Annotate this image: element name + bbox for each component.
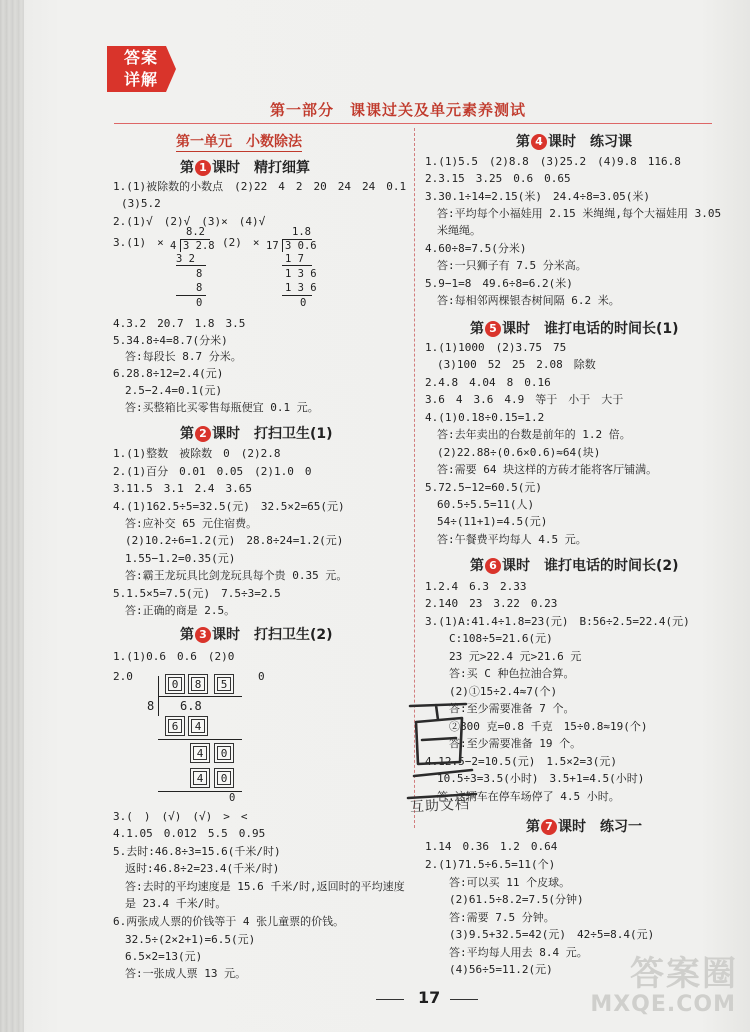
answer-line: 答:一只狮子有 7.5 分米高。 — [437, 259, 587, 272]
div-quotient: 8.2 — [186, 226, 205, 238]
handwriting-text: 互助文档 — [409, 796, 471, 816]
lesson-prefix: 第 — [180, 627, 194, 643]
lesson-number-badge: 3 — [195, 627, 211, 643]
answer-line: 答:去年卖出的台数是前年的 1.2 倍。 — [437, 428, 631, 441]
answer-line: 1.55−1.2=0.35(元) — [125, 552, 236, 565]
answer-line: (3)5.2 — [121, 197, 161, 210]
div-line — [158, 739, 242, 740]
digit: 4 — [191, 719, 205, 733]
digit-box — [190, 743, 210, 763]
lesson-number-badge: 7 — [541, 819, 557, 835]
div-line — [176, 265, 206, 266]
div-remainder: 0 — [300, 297, 307, 309]
answer-badge — [104, 44, 178, 94]
page-number-dash — [450, 999, 478, 1000]
div-step: 1 3 6 — [285, 268, 317, 280]
answer-line: 5.1.5×5=7.5(元) 7.5÷3=2.5 — [113, 587, 281, 600]
answer-line: 答:至少需要准备 19 个。 — [449, 737, 582, 750]
answer-line: 1.(1)被除数的小数点 (2)22 4 2 20 24 24 0.1 — [113, 180, 407, 193]
answer-line: 2.4.8 4.04 8 0.16 — [425, 376, 551, 389]
page-number-dash — [376, 999, 404, 1000]
answer-line: 5.去时:46.8÷3=15.6(千米/时) — [113, 845, 281, 858]
answer-line: 23 元>22.4 元>21.6 元 — [449, 650, 582, 663]
lesson-prefix: 第 — [180, 160, 194, 176]
digit-box — [190, 768, 210, 788]
badge-line1: 答案 — [123, 48, 158, 67]
div-remainder: 0 — [229, 792, 236, 804]
lesson-prefix: 第 — [470, 558, 484, 574]
digit: 4 — [193, 746, 207, 760]
digit-box — [165, 674, 185, 694]
div-line — [176, 295, 206, 296]
answer-line: 是 23.4 千米/时。 — [125, 897, 227, 910]
lesson-title: 课时 打扫卫生(2) — [212, 627, 333, 643]
badge-text — [104, 44, 178, 91]
lesson-title: 课时 练习课 — [548, 134, 632, 150]
lesson-title: 课时 谁打电话的时间长(2) — [502, 558, 679, 574]
lesson-number-badge: 1 — [195, 160, 211, 176]
answer-line: 2.3.15 3.25 0.6 0.65 — [425, 172, 571, 185]
digit: 8 — [191, 677, 205, 691]
answer-line: (4)56÷5=11.2(元) — [449, 963, 553, 976]
div-divisor: 17 — [266, 240, 279, 252]
lesson-prefix: 第 — [526, 819, 540, 835]
answer-line: C:108÷5=21.6(元) — [449, 632, 553, 645]
answer-line: 5.9−1=8 49.6÷8=6.2(米) — [425, 277, 573, 290]
answer-line: 32.5÷(2×2+1)=6.5(元) — [125, 933, 256, 946]
lesson-title: 课时 练习一 — [558, 819, 642, 835]
answer-line: 3.6 4 3.6 4.9 等于 小于 大于 — [425, 393, 624, 406]
unit-title — [176, 131, 302, 152]
answer-line: 6.两张成人票的价钱等于 4 张儿童票的价钱。 — [113, 915, 345, 928]
answer-line: 1.(1)0.6 0.6 (2)0 — [113, 650, 235, 663]
div-quotient: 1.8 — [292, 226, 311, 238]
title-rule — [114, 123, 712, 124]
answer-line: 答:需要 64 块这样的方砖才能将客厅铺满。 — [437, 463, 658, 476]
div-dividend: 3 2.8 — [183, 240, 215, 252]
digit: 5 — [217, 677, 231, 691]
digit-box — [165, 716, 185, 736]
lesson-title: 课时 打扫卫生(1) — [212, 426, 333, 442]
lesson-prefix: 第 — [180, 426, 194, 442]
answer-line: 3.(1)A:41.4÷1.8=23(元) B:56÷2.5=22.4(元) — [425, 615, 690, 628]
answer-line: 1.14 0.36 1.2 0.64 — [425, 840, 558, 853]
answer-line: 答:霸王龙玩具比剑龙玩具每个贵 0.35 元。 — [125, 569, 348, 582]
watermark-line2: MXQE.COM — [590, 992, 736, 1017]
lesson-1-heading — [180, 157, 310, 177]
answer-line: 2.(1)71.5÷6.5=11(个) — [425, 858, 556, 871]
lesson-number-badge: 6 — [485, 558, 501, 574]
div-bracket — [180, 239, 181, 252]
answer-line: 5.72.5−12=60.5(元) — [425, 481, 542, 494]
watermark — [590, 944, 744, 1032]
answer-line: ②800 克=0.8 千克 15÷0.8≈19(个) — [449, 720, 648, 733]
lesson-5-heading — [470, 318, 679, 338]
lesson-number-badge: 4 — [531, 134, 547, 150]
answer-line: (2)①15÷2.4≈7(个) — [449, 685, 558, 698]
answer-line: 2.(1)百分 0.01 0.05 (2)1.0 0 — [113, 465, 312, 478]
answer-line: 4.(1)0.18÷0.15=1.2 — [425, 411, 545, 424]
unit-title-text: 第一单元 小数除法 — [176, 131, 302, 152]
answer-line: 1.(1)1000 (2)3.75 75 — [425, 341, 567, 354]
lesson-2-heading — [180, 423, 333, 443]
answer-line: 4.(1)162.5÷5=32.5(元) 32.5×2=65(元) — [113, 500, 345, 513]
div-bracket — [282, 239, 283, 252]
digit: 0 — [168, 677, 182, 691]
answer-line: 答:一张成人票 13 元。 — [125, 967, 247, 980]
digit-box — [214, 674, 234, 694]
lesson-number-badge: 5 — [485, 321, 501, 337]
answer-line: (2) × — [222, 236, 260, 249]
answer-line: 答:这辆车在停车场停了 4.5 小时。 — [437, 790, 620, 803]
digit: 0 — [217, 771, 231, 785]
answer-line: 答:去时的平均速度是 15.6 千米/时,返回时的平均速度 — [125, 880, 405, 893]
answer-line: 4.1.05 0.012 5.5 0.95 — [113, 827, 266, 840]
div-step: 1 3 6 — [285, 282, 317, 294]
answer-line: 2.0 — [113, 670, 133, 683]
answer-line: 6.28.8÷12=2.4(元) — [113, 367, 224, 380]
answer-line: 5.34.8÷4=8.7(分米) — [113, 334, 228, 347]
lesson-prefix: 第 — [516, 134, 530, 150]
div-line — [282, 265, 312, 266]
answer-line: 2.140 23 3.22 0.23 — [425, 597, 558, 610]
digit: 6 — [168, 719, 182, 733]
answer-line: 1.(1)5.5 (2)8.8 (3)25.2 (4)9.8 116.8 — [425, 155, 681, 168]
answer-line: 答:可以买 11 个皮球。 — [449, 876, 571, 889]
watermark-line1: 答案圈 — [630, 954, 738, 994]
page-number: 17 — [418, 988, 441, 1007]
div-line — [282, 295, 312, 296]
digit-box — [214, 743, 234, 763]
answer-line: 返时:46.8÷2=23.4(千米/时) — [125, 862, 280, 875]
lesson-title: 课时 谁打电话的时间长(1) — [502, 321, 679, 337]
answer-line: 1.(1)整数 被除数 0 (2)2.8 — [113, 447, 281, 460]
lesson-prefix: 第 — [470, 321, 484, 337]
answer-line: 答:平均每个小福娃用 2.15 米绳绳,每个大福娃用 3.05 — [437, 207, 722, 220]
answer-line: 54÷(11+1)=4.5(元) — [437, 515, 548, 528]
answer-line: 10.5÷3=3.5(小时) 3.5+1=4.5(小时) — [437, 772, 645, 785]
div-divisor: 4 — [170, 240, 177, 252]
lesson-7-heading — [526, 816, 642, 836]
answer-line: 2.(1)√ (2)√ (3)× (4)√ — [113, 215, 266, 228]
answer-line: 答:买 C 种色拉油合算。 — [449, 667, 575, 680]
div-step: 8 — [196, 282, 203, 294]
answer-line: 答:每段长 8.7 分米。 — [125, 350, 242, 363]
digit: 0 — [217, 746, 231, 760]
answer-line: 答:平均每人用去 8.4 元。 — [449, 946, 588, 959]
answer-line: (3)100 52 25 2.08 除数 — [437, 358, 596, 371]
answer-line: 4.60÷8=7.5(分米) — [425, 242, 527, 255]
digit-box — [188, 716, 208, 736]
answer-line: 60.5÷5.5=11(人) — [437, 498, 535, 511]
answer-line: 答:午餐费平均每人 4.5 元。 — [437, 533, 587, 546]
div-dividend: 6.8 — [180, 699, 202, 713]
lesson-number-badge: 2 — [195, 426, 211, 442]
digit-box — [214, 768, 234, 788]
lesson-4-heading — [516, 131, 632, 151]
lesson-6-heading — [470, 555, 679, 575]
answer-line: 答:至少需要准备 7 个。 — [449, 702, 575, 715]
lesson-title: 课时 精打细算 — [212, 160, 310, 176]
answer-line: 3.(1) × — [113, 236, 164, 249]
answer-line: 米绳绳。 — [437, 224, 481, 237]
answer-line: 答:每相邻两棵银杏树间隔 6.2 米。 — [437, 294, 620, 307]
answer-line: 1.2.4 6.3 2.33 — [425, 580, 527, 593]
div-dividend: 3 0.6 — [285, 240, 317, 252]
answer-line: 4.12.5−2=10.5(元) 1.5×2=3(元) — [425, 755, 617, 768]
div-step: 1 7 — [285, 253, 304, 265]
answer-line: (2)22.88÷(0.6×0.6)≈64(块) — [437, 446, 601, 459]
div-remainder: 0 — [196, 297, 203, 309]
answer-line: 答:应补交 65 元住宿费。 — [125, 517, 258, 530]
book-binding — [0, 0, 24, 1032]
digit-box — [188, 674, 208, 694]
answer-line: 0 — [258, 670, 265, 683]
div-step: 3 2 — [176, 253, 195, 265]
div-step: 8 — [196, 268, 203, 280]
answer-line: (2)10.2÷6=1.2(元) 28.8÷24=1.2(元) — [125, 534, 344, 547]
answer-line: 答:需要 7.5 分钟。 — [449, 911, 555, 924]
lesson-3-heading — [180, 624, 333, 644]
div-divisor: 8 — [147, 699, 155, 713]
answer-line: 3.30.1÷14=2.15(米) 24.4÷8=3.05(米) — [425, 190, 651, 203]
answer-line: (3)9.5+32.5=42(元) 42÷5=8.4(元) — [449, 928, 655, 941]
part-title: 第一部分 课课过关及单元素养测试 — [270, 101, 527, 119]
answer-line: (2)61.5÷8.2=7.5(分钟) — [449, 893, 584, 906]
answer-line: 3.11.5 3.1 2.4 3.65 — [113, 482, 252, 495]
badge-line2: 详解 — [123, 70, 158, 89]
answer-line: 4.3.2 20.7 1.8 3.5 — [113, 317, 246, 330]
digit: 4 — [193, 771, 207, 785]
answer-line: 6.5×2=13(元) — [125, 950, 203, 963]
answer-line: 答:买整箱比买零售每瓶便宜 0.1 元。 — [125, 401, 319, 414]
div-bar — [158, 696, 242, 697]
answer-line: 答:正确的商是 2.5。 — [125, 604, 236, 617]
div-bracket — [158, 676, 159, 716]
answer-line: 2.5−2.4=0.1(元) — [125, 384, 223, 397]
answer-line: 3.( ) (√) (√) > < — [113, 810, 248, 823]
